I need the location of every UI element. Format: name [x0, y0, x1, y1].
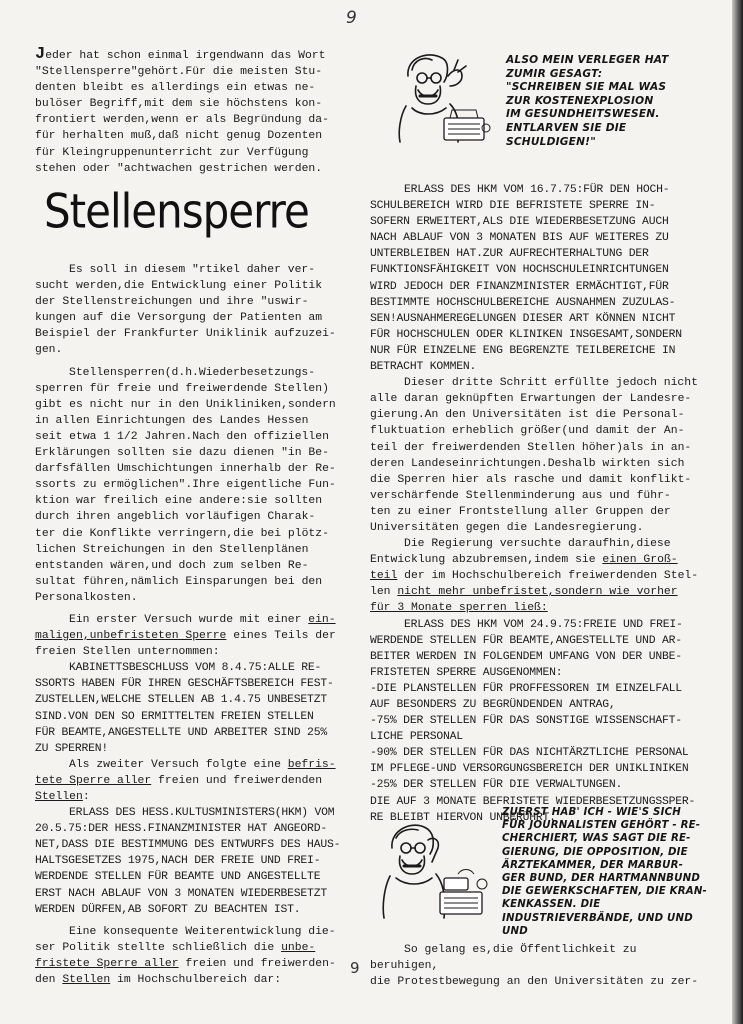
text-line: Beispiel der Frankfurter Uniklinik aufzuzei- — [35, 328, 336, 341]
underlined-span: tete Sperre aller — [35, 774, 152, 787]
quote-line: ERLASS DES HKM VOM 16.7.75:FÜR DEN HOCH- — [404, 184, 670, 196]
quote-line: 20.5.75:DER HESS.FINANZMINISTER HAT ANGEORD- — [35, 823, 327, 836]
text-span: im Hochschulbereich dar: — [110, 974, 282, 987]
quote-line: RE BLEIBT HIERVON UNBERÜHRT. — [370, 811, 556, 824]
speech-line: "SCHREIBEN SIE MAL WAS — [506, 81, 667, 94]
text-line: freien Stellen unternommen: — [35, 646, 220, 659]
left-column — [35, 262, 353, 988]
intro-line: denten bleibt es allerdings ein etwas ne- — [35, 82, 316, 95]
intro-line: eder hat schon einmal irgendwann das Wort — [45, 50, 326, 62]
right-column — [370, 182, 700, 826]
text-line: ssorts zu ermöglichen".Ihre eigentliche Fun- — [35, 479, 336, 492]
text-span: freien und freiwerden- — [178, 957, 336, 970]
text-line: kungen auf die Versorgung der Patienten am — [35, 312, 323, 325]
text-line: So gelang es,die Öffentlichkeit zu beruhigen, — [370, 944, 637, 973]
paragraph-4 — [35, 757, 353, 805]
quote-line: ERLASS DES HKM VOM 24.9.75:FREIE UND FREI- — [404, 618, 683, 631]
text-line: fluktuation erheblich größer(und damit der An- — [370, 425, 685, 438]
text-span: der im Hochschulbereich freiwerdenden Stel- — [397, 570, 699, 583]
text-line: in allen Einrichtungen des Landes Hessen — [35, 414, 309, 427]
text-line: sultat führen,nämlich Einsparungen bei den — [35, 575, 323, 588]
quote-line: ERLASS DES HESS.KULTUSMINISTERS(HKM) VOM — [69, 807, 335, 820]
page-number-top: 9 — [346, 8, 357, 28]
intro-line: bulöser Begriff,mit dem sie höchstens kon- — [35, 98, 323, 111]
text-span: Als zweiter Versuch folgte eine — [69, 758, 288, 771]
text-line: darfsfällen Umschichtungen innerhalb der Re- — [35, 463, 336, 476]
quote-line: ZUSTELLEN,WELCHE STELLEN AB 1.4.75 UNBESETZT — [35, 694, 327, 707]
text-line: gibt es nicht nur in den Unikliniken,sondern — [35, 398, 336, 411]
speech-line: GER BUND, DER HARTMANNBUND — [502, 873, 700, 885]
text-line: ter die Konflikte verringern,die bei plötz- — [35, 527, 329, 540]
text-line: die Protestbewegung an den Universitäten zu zer- — [370, 976, 699, 989]
quote-line: -90% DER STELLEN FÜR DAS NICHTÄRZTLICHE PERSONAL — [370, 747, 689, 760]
text-line: alle daran geknüpften Erwartungen der Landesre- — [370, 393, 692, 406]
underlined-span: Stellen — [62, 974, 111, 987]
paragraph-1 — [35, 262, 353, 359]
paragraph-5 — [35, 924, 353, 988]
text-span: eines Teils der — [226, 630, 336, 643]
text-span: Entwicklung abzubremsen,indem sie — [370, 554, 603, 567]
text-span: den — [35, 974, 63, 987]
speech-line: CHERCHIERT, WAS SAGT DIE RE- — [502, 833, 691, 845]
underlined-span: einen Groß- — [602, 554, 678, 567]
journalist-at-typewriter-illustration — [388, 46, 496, 148]
quote-line: WERDENDE STELLEN FÜR BEAMTE UND ANGESTELLTE — [35, 871, 321, 884]
underlined-span: fristete Sperre aller — [35, 957, 179, 970]
quote-line: BETRACHT KOMMEN. — [370, 361, 477, 374]
text-line: gierung.An den Universitäten ist die Personal- — [370, 409, 685, 422]
text-line: durch ihren angeblich vorläufigen Charak- — [35, 511, 316, 524]
text-span: ser Politik stellte schließlich die — [35, 941, 282, 954]
text-span: : — [82, 791, 90, 803]
page-number-bottom: 9 — [350, 959, 360, 977]
text-line: der Stellenstreichungen und ihre "uswir- — [35, 296, 309, 309]
quote-line: DIE AUF 3 MONATE BEFRISTETE WIEDERBESETZUNGSSPER- — [370, 795, 696, 808]
speech-line: KENKASSEN. DIE INDUSTRIEVERBÄNDE, UND UND UND — [502, 899, 693, 937]
intro-line: frontiert werden,wenn er als Begründung da- — [35, 114, 329, 127]
intro-line: für herhalten muß,daß nicht genug Dozenten — [35, 130, 323, 143]
underlined-span: teil — [370, 570, 398, 583]
quote-line: SOFERN ERWEITERT,ALS DIE WIEDERBESETZUNG AUCH — [370, 216, 669, 229]
closing-paragraph — [370, 942, 700, 990]
quote-line: -75% DER STELLEN FÜR DAS SONSTIGE WISSENSCHAFT- — [370, 715, 682, 728]
quote-line: FRISTETEN SPERRE AUSGENOMMEN: — [370, 666, 563, 679]
quote-line: SSORTS HABEN FÜR IHREN GESCHÄFTSBEREICH FEST- — [35, 678, 334, 691]
paragraph-3 — [35, 612, 353, 660]
quote-line: BESTIMMTE HOCHSCHULBEREICHE AUSNAHMEN ZUZULAS- — [370, 296, 676, 309]
intro-line: für Kleingruppenunterricht zur Verfügung — [35, 146, 309, 159]
quote-line: FÜR HOCHSCHULEN ODER KLINIKEN INSGESAMT,SONDERN — [370, 328, 682, 341]
intro-paragraph — [35, 45, 353, 177]
quote-line: AUF BESONDERS ZU BEGRÜNDENDEN ANTRAG, — [370, 699, 616, 711]
text-line: teil der freiwerdenden Stellen höher)als in an- — [370, 441, 692, 454]
erlass-hkm-quote-3 — [370, 617, 700, 826]
quote-line: WIRD JEDOCH DER FINANZMINISTER ERMÄCHTIGT,FÜR — [370, 280, 669, 293]
quote-line: FUNKTIONSFÄHIGKEIT VON HOCHSCHULEINRICHTUNGEN — [370, 264, 669, 277]
text-line: Personalkosten. — [35, 591, 138, 604]
kabinett-quote — [35, 660, 353, 757]
text-line: entstanden wären,und doch zum selben Re- — [35, 559, 309, 572]
speech-line: ÄRZTEKAMMER, DER MARBUR- — [502, 859, 684, 871]
intro-line: "Stellensperre"gehört.Für die meisten Stu- — [35, 66, 323, 79]
intro-line: stehen oder "achtwachen gestrichen werden. — [35, 162, 323, 175]
paragraph-2 — [35, 365, 353, 606]
underlined-span: befris- — [287, 758, 336, 771]
text-span: Ein erster Versuch wurde mit einer — [69, 613, 309, 626]
quote-line: -DIE PLANSTELLEN FÜR PROFFESSOREN IM EINZELFALL — [370, 682, 682, 695]
text-span: freien und freiwerdenden — [151, 774, 323, 787]
quote-line: WERDEN DÜRFEN,AB SOFORT ZU BEACHTEN IST. — [35, 903, 301, 916]
text-line: lichen Streichungen in den Stellenplänen — [35, 543, 309, 556]
quote-line: SCHULBEREICH WIRD DIE BEFRISTETE SPERRE IN- — [370, 200, 656, 213]
quote-line: NACH ABLAUF VON 3 MONATEN BIS AUF WEITERES ZU — [370, 232, 669, 245]
text-line: ktion war freilich eine andere:sie sollten — [35, 495, 323, 508]
quote-line: KABINETTSBESCHLUSS VOM 8.4.75:ALLE RE- — [69, 662, 322, 675]
journalist-on-phone-illustration — [378, 818, 490, 924]
erlass-hkm-quote-2 — [370, 182, 700, 375]
quote-line: HALTSGESETZES 1975,NACH DER FREIE UND FREI- — [35, 855, 321, 868]
text-line: Erklärungen sollten sie dazu dienen "in Be- — [35, 447, 329, 460]
underlined-span: für 3 Monate sperren ließ: — [370, 602, 548, 615]
quote-line: ZU SPERREN! — [35, 742, 108, 755]
text-line: die Sperren hier als rasche und damit konflikt- — [370, 473, 692, 486]
text-line: Dieser dritte Schritt erfüllte jedoch nicht — [404, 377, 698, 390]
underlined-span: maligen,unbefristeten Sperre — [35, 630, 227, 643]
quote-line: BEITER WERDEN IN FOLGENDEM UMFANG VON DER UNBE- — [370, 650, 682, 663]
text-line: deren Landeseinrichtungen.Deshalb wirkten sich — [370, 457, 685, 470]
text-line: verschärfende Stellenminderung aus und führ- — [370, 489, 671, 502]
speech-line: DIE GEWERKSCHAFTEN, DIE KRAN- — [502, 886, 707, 898]
speech-line: IM GESUNDHEITSWESEN. — [506, 108, 660, 121]
underlined-span: nicht mehr unbefristet,sondern wie vorher — [397, 586, 678, 599]
underlined-span: unbe- — [281, 941, 316, 954]
text-line: Es soll in diesem "rtikel daher ver- — [69, 264, 316, 276]
text-line: Stellensperren(d.h.Wiederbesetzungs- — [69, 366, 316, 379]
speech-text-top — [506, 54, 706, 149]
quote-line: FÜR BEAMTE,ANGESTELLTE UND ARBEITER SIND 25% — [35, 726, 327, 739]
text-line: gen. — [35, 344, 63, 357]
text-line: sucht werden,die Entwicklung einer Politik — [35, 280, 323, 293]
speech-line: FÜR JOURNALISTEN GEHÖRT - RE- — [502, 820, 701, 832]
underlined-span: ein- — [308, 613, 336, 626]
text-line: Die Regierung versuchte daraufhin,diese — [404, 538, 671, 551]
speech-line: ZUMIR GESAGT: — [506, 67, 603, 80]
speech-line: ZUR KOSTENEXPLOSION — [506, 94, 654, 107]
underlined-span: Stellen — [35, 791, 83, 803]
quote-line: WERDENDE STELLEN FÜR BEAMTE,ANGESTELLTE UND AR- — [370, 634, 682, 647]
quote-line: NET,DASS DIE BESTIMMUNG DES ENTWURFS DES HAUS- — [35, 839, 341, 852]
quote-line: SEN!AUSNAHMEREGELUNGEN DIESER ART KÖNNEN NICHT — [370, 312, 676, 325]
quote-line: -25% DER STELLEN FÜR DIE VERWALTUNGEN. — [370, 779, 623, 792]
scan-edge — [732, 0, 743, 1024]
article-headline: Stellensperre — [44, 184, 309, 239]
quote-line: UNTERBLEIBEN HAT.ZUR AUFRECHTERHALTUNG DER — [370, 248, 649, 261]
speech-line: ALSO MEIN VERLEGER HAT — [506, 54, 669, 66]
speech-line: ENTLARVEN SIE DIE — [506, 121, 627, 134]
quote-line: NUR FÜR EINZELNE ENG BEGRENZTE TEILBEREICHE IN — [370, 344, 676, 357]
speech-text-bottom — [502, 806, 722, 938]
text-line: sperren für freie und freiwerdende Stellen) — [35, 382, 329, 395]
erlass-hkm-quote — [35, 805, 353, 918]
quote-line: SIND.VON DEN SO ERMITTELTEN FREIEN STELLEN — [35, 710, 314, 723]
paragraph-6 — [370, 375, 700, 536]
text-line: ten zu einer Frontstellung aller Gruppen der — [370, 505, 671, 518]
text-line: Universitäten gegen die Landesregierung. — [370, 521, 644, 534]
quote-line: IM PFLEGE-UND VERSORGUNGSBEREICH DER UNIKLINIKEN — [370, 763, 689, 776]
speech-line: ZUERST HAB' ICH - WIE'S SICH — [502, 807, 681, 818]
paragraph-7 — [370, 536, 700, 616]
text-line: Eine konsequente Weiterentwicklung die- — [69, 925, 336, 938]
text-line: seit etwa 1 1/2 Jahren.Nach den offiziellen — [35, 430, 329, 443]
text-span: len — [370, 586, 398, 599]
quote-line: LICHE PERSONAL — [370, 731, 463, 744]
speech-line: GIERUNG, DIE OPPOSITION, DIE — [502, 846, 688, 858]
drop-cap: J — [35, 45, 46, 64]
speech-line: SCHULDIGEN!" — [506, 135, 596, 148]
quote-line: ERST NACH ABLAUF VON 3 MONATEN WIEDERBESETZT — [35, 887, 327, 900]
